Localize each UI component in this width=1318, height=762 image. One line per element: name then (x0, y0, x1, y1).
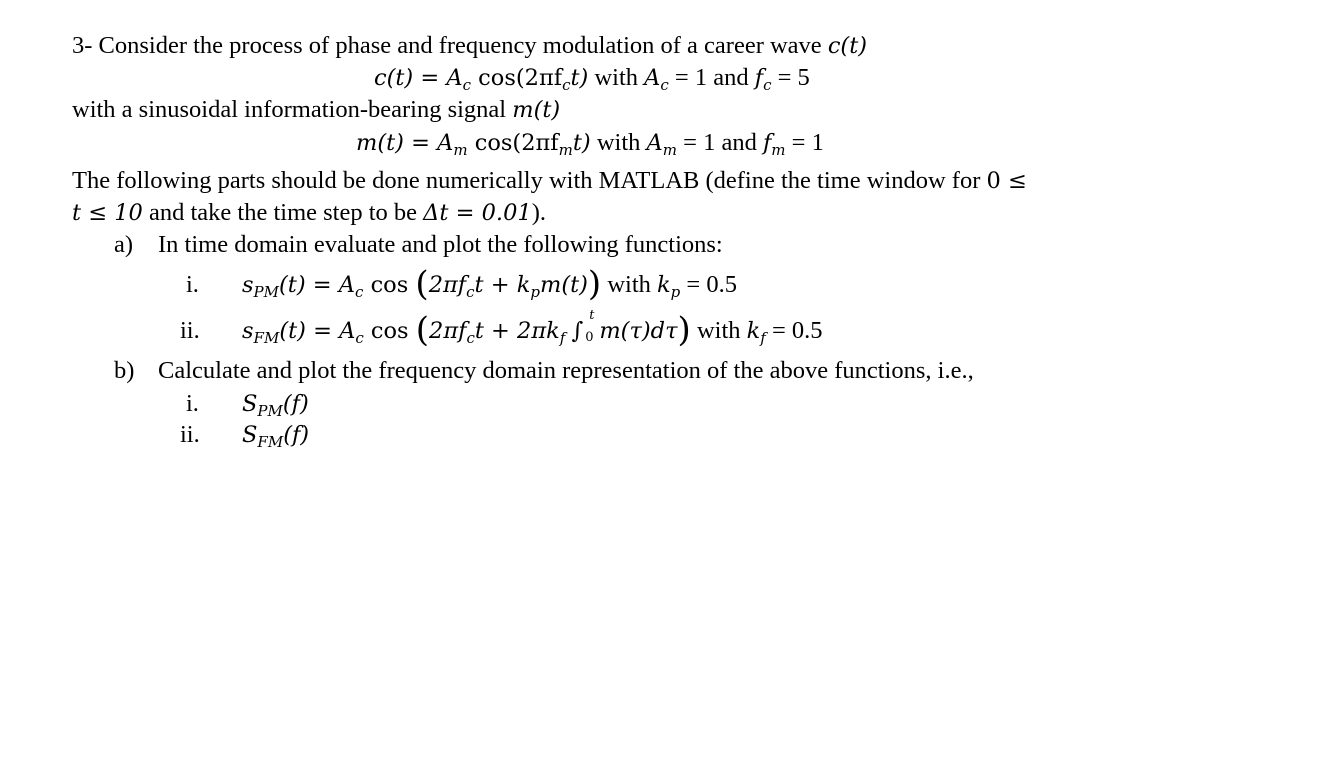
part-a-item-2-equation (242, 308, 823, 352)
sfm-f-arg: (f) (283, 422, 310, 448)
message-eq-lhs: m(t) = A (356, 130, 454, 156)
message-equation (356, 129, 824, 164)
spm-k-sub: p (670, 283, 681, 301)
sfm-val: = 0.5 (765, 317, 823, 344)
sfm-inner2: t + 2πk (474, 318, 560, 344)
matlab-text-end: ). (531, 199, 546, 226)
message-eq-f-val: = 1 (785, 129, 824, 156)
sfm-sub: FM (253, 329, 280, 347)
carrier-eq-sub2: c (562, 76, 571, 94)
sfm-eq: (t) = A (279, 318, 356, 344)
spm-k: k (657, 272, 671, 298)
integral-limits (583, 308, 595, 345)
sfm-inner2-sub: f (559, 329, 566, 347)
part-a-item-1-num: i. (186, 271, 199, 298)
info-text: with a sinusoidal information-bearing signal (72, 96, 513, 123)
spm-f-arg: (f) (282, 391, 309, 417)
integral-lower: 0 (585, 330, 594, 345)
carrier-eq-and: and (707, 64, 755, 91)
message-eq-sub2: m (558, 141, 573, 159)
spm-sub: PM (253, 283, 279, 301)
part-b-item-1-equation (242, 390, 309, 425)
carrier-eq-lhs: c(t) = A (374, 65, 463, 91)
message-eq-cos: cos(2πf (467, 130, 559, 156)
message-eq-a-sub: m (662, 141, 677, 159)
part-b-item-1-num: i. (186, 390, 199, 417)
sfm-with: with (690, 317, 747, 344)
sfm-ac-sub: c (355, 329, 364, 347)
info-symbol: m(t) (512, 97, 561, 123)
matlab-math-1: 0 ≤ (986, 168, 1027, 194)
carrier-eq-a-val: = 1 (668, 64, 708, 91)
spm-eq: (t) = A (279, 272, 356, 298)
part-a-item-2-num: ii. (180, 317, 200, 344)
part-b-item-2-equation (242, 421, 309, 456)
matlab-text-1: The following parts should be done numerically with MATLAB (define the time window for (72, 167, 987, 194)
message-eq-and: and (715, 129, 763, 156)
sfm-k: k (746, 318, 761, 344)
spm-f-sub: PM (257, 402, 283, 420)
carrier-eq-with: with (588, 64, 645, 91)
matlab-line-1 (72, 167, 1027, 195)
matlab-line-2 (72, 199, 546, 227)
sfm-close-paren: ) (677, 310, 691, 350)
sfm-cos: cos (363, 318, 416, 344)
spm-close-paren: ) (587, 264, 602, 304)
spm-open-paren: ( (415, 264, 429, 304)
integral-symbol: ∫ (571, 318, 584, 344)
message-eq-a-val: = 1 (677, 129, 716, 156)
spm-inner3: m(t) (539, 272, 588, 298)
part-b-text: Calculate and plot the frequency domain representation of the above functions, i.e., (158, 357, 974, 384)
spm-with: with (601, 271, 657, 298)
carrier-eq-cos: cos(2πf (471, 65, 563, 91)
sfm-k-sub: f (760, 329, 766, 347)
sfm-f-sub: FM (257, 433, 284, 451)
sfm-open-paren: ( (415, 310, 430, 350)
intro-line (72, 32, 867, 60)
carrier-eq-f-sub: c (763, 76, 772, 94)
carrier-eq-a-sub: c (660, 76, 669, 94)
spm-val: = 0.5 (680, 271, 737, 298)
sfm-f-symbol: S (242, 422, 258, 448)
sfm-symbol: s (242, 318, 254, 344)
message-eq-with: with (590, 129, 647, 156)
sfm-inner3: m(τ)dτ (599, 318, 678, 344)
spm-inner1-sub: c (466, 283, 475, 301)
intro-text: 3- Consider the process of phase and frequency modulation of a career wave (72, 32, 828, 59)
carrier-equation (374, 64, 810, 99)
spm-inner1: 2πf (428, 272, 467, 298)
matlab-delta: Δt = 0.01 (423, 200, 532, 226)
carrier-eq-f-val: = 5 (771, 64, 810, 91)
spm-cos: cos (363, 272, 416, 298)
carrier-symbol: c(t) (827, 33, 868, 59)
carrier-eq-f: f (754, 65, 764, 91)
part-a-item-1-equation (242, 264, 737, 306)
spm-inner2-sub: p (530, 283, 540, 301)
info-line (72, 96, 560, 124)
spm-symbol: s (242, 272, 254, 298)
integral-upper: t (589, 308, 595, 323)
spm-ac-sub: c (355, 283, 364, 301)
part-a-label: a) (114, 231, 134, 258)
spm-f-symbol: S (242, 391, 258, 417)
sfm-inner1: 2πf (429, 318, 467, 344)
matlab-text-2: and take the time step to be (142, 199, 424, 226)
spm-inner2: t + k (474, 272, 531, 298)
message-eq-t: t) (572, 130, 591, 156)
message-eq-f: f (762, 130, 772, 156)
carrier-eq-a: A (644, 65, 661, 91)
sfm-inner1-sub: c (466, 329, 475, 347)
part-a-text: In time domain evaluate and plot the following functions: (158, 231, 723, 258)
message-eq-a: A (646, 130, 663, 156)
carrier-eq-sub: c (462, 76, 472, 94)
message-eq-f-sub: m (771, 141, 786, 159)
matlab-math-2: t ≤ 10 (72, 200, 143, 226)
carrier-eq-t: t) (570, 65, 589, 91)
message-eq-sub: m (453, 141, 468, 159)
part-b-label: b) (114, 357, 135, 384)
part-b-item-2-num: ii. (180, 421, 200, 448)
